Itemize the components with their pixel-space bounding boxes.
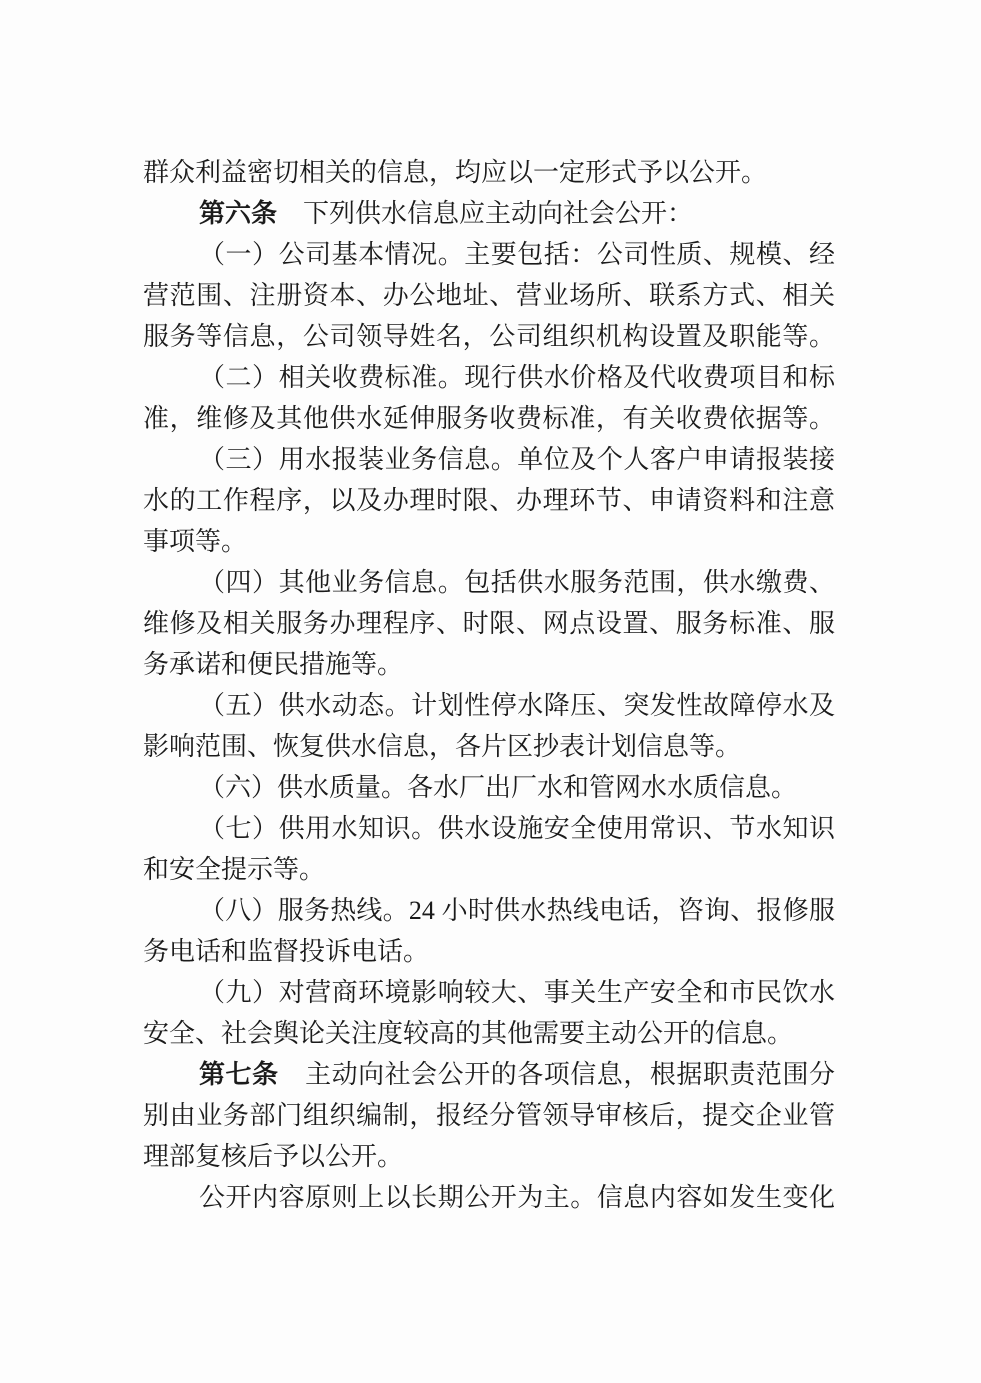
text-line: 安全、社会舆论关注度较高的其他需要主动公开的信息。: [143, 1019, 794, 1048]
text-line: 营范围、注册资本、办公地址、营业场所、联系方式、相关: [143, 281, 835, 310]
text-line: 公开内容原则上以长期公开为主。信息内容如发生变化: [199, 1183, 835, 1212]
text-line: （四）其他业务信息。包括供水服务范围，供水缴费、: [199, 568, 835, 597]
text-line: （二）相关收费标准。现行供水价格及代收费项目和标: [199, 363, 835, 392]
text-line: 务电话和监督投诉电话。: [143, 937, 430, 966]
article-number: 第六条: [199, 199, 278, 228]
text-line: 服务等信息，公司领导姓名，公司组织机构设置及职能等。: [143, 322, 835, 351]
text-line: 第六条 下列供水信息应主动向社会公开：: [199, 199, 694, 228]
text-line: （八）服务热线。24 小时供水热线电话，咨询、报修服: [199, 896, 835, 925]
text-line: （六）供水质量。各水厂出厂水和管网水水质信息。: [199, 773, 798, 802]
text-line: 和安全提示等。: [143, 855, 326, 884]
text-line: 准，维修及其他供水延伸服务收费标准，有关收费依据等。: [143, 404, 835, 433]
text-line: （七）供用水知识。供水设施安全使用常识、节水知识: [199, 814, 835, 843]
text-line: （一）公司基本情况。主要包括：公司性质、规模、经: [199, 240, 835, 269]
text-line: （九）对营商环境影响较大、事关生产安全和市民饮水: [199, 978, 835, 1007]
text-line: 水的工作程序，以及办理时限、办理环节、申请资料和注意: [143, 486, 835, 515]
text-line: 影响范围、恢复供水信息，各片区抄表计划信息等。: [143, 732, 742, 761]
text-line: （三）用水报装业务信息。单位及个人客户申请报装接: [199, 445, 835, 474]
text-line: 事项等。: [143, 527, 248, 556]
text-line: 第七条 主动向社会公开的各项信息，根据职责范围分: [199, 1060, 835, 1089]
text-line: （五）供水动态。计划性停水降压、突发性故障停水及: [199, 691, 835, 720]
text-line: 群众利益密切相关的信息，均应以一定形式予以公开。: [143, 158, 768, 187]
text-line: 维修及相关服务办理程序、时限、网点设置、服务标准、服: [143, 609, 835, 638]
text-line: 别由业务部门组织编制，报经分管领导审核后，提交企业管: [143, 1101, 835, 1130]
text-line: 理部复核后予以公开。: [143, 1142, 404, 1171]
text-line: 务承诺和便民措施等。: [143, 650, 404, 679]
article-number: 第七条: [199, 1060, 279, 1089]
